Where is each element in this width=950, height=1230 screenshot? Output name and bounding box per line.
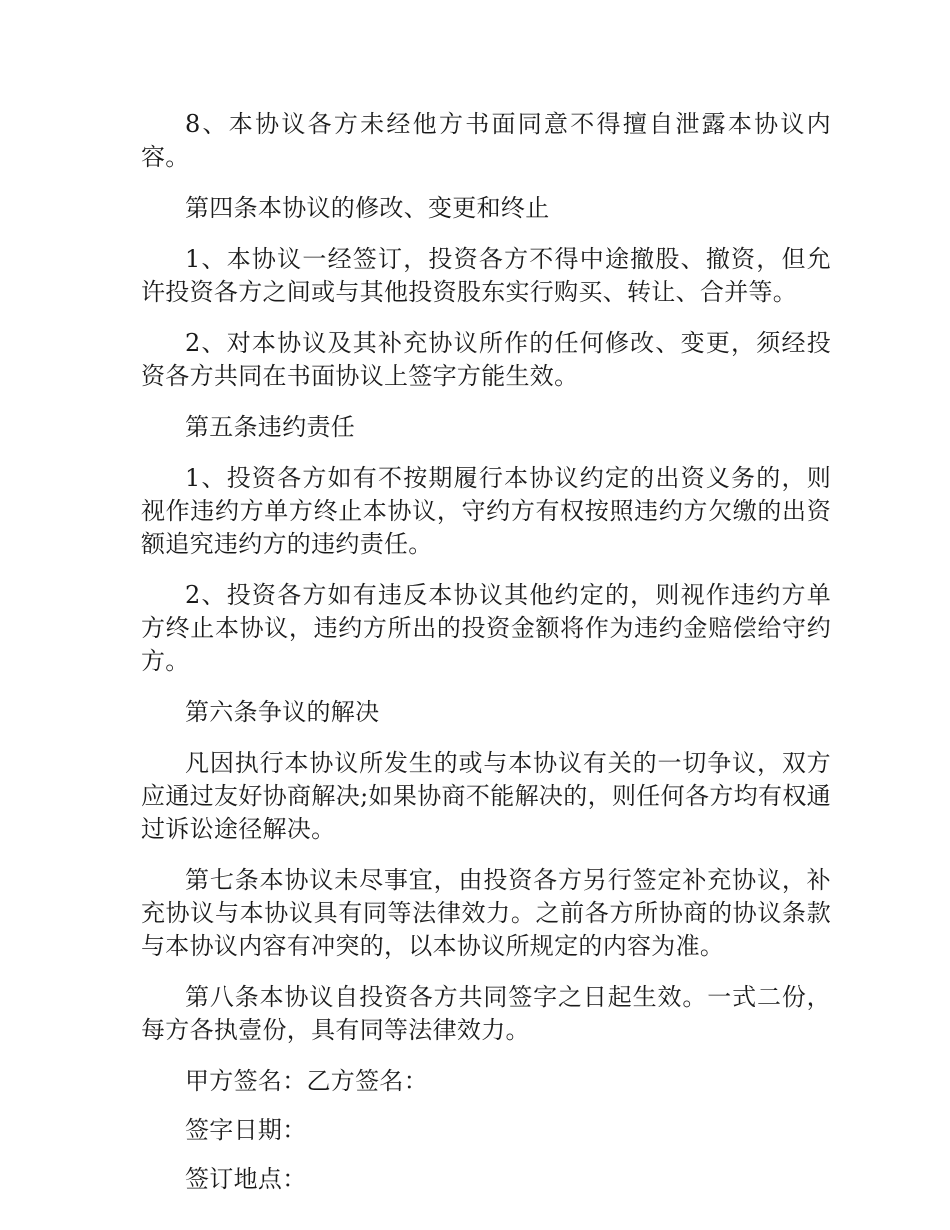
signing-place-line: 签订地点： [185, 1165, 307, 1193]
signature-line: 甲方签名：乙方签名： [185, 1067, 428, 1095]
article-6-body: 凡因执行本协议所发生的或与本协议有关的一切争议，双方应通过友好协商解决;如果协商不能解决的，则任何各方均有权通过诉讼途径解决。 [141, 749, 831, 843]
article-4-heading: 第四条本协议的修改、变更和终止 [185, 194, 550, 222]
article-5-item-1: 1、投资各方如有不按期履行本协议约定的出资义务的，则视作违约方单方终止本协议，守约方有权按照违约方欠缴的出资额追究违约方的违约责任。 [141, 464, 831, 558]
document-body [141, 108, 831, 1212]
article-7-body: 第七条本协议未尽事宜，由投资各方另行签定补充协议，补充协议与本协议具有同等法律效力。之前各方所协商的协议条款与本协议内容有冲突的，以本协议所规定的内容为准。 [141, 866, 831, 960]
article-5-item-2: 2、投资各方如有违反本协议其他约定的，则视作违约方单方终止本协议，违约方所出的投资金额将作为违约金赔偿给守约方。 [141, 581, 831, 675]
article-4-item-1: 1、本协议一经签订，投资各方不得中途撤股、撤资，但允许投资各方之间或与其他投资股东实行购买、转让、合并等。 [141, 245, 831, 306]
article-4-item-2: 2、对本协议及其补充协议所作的任何修改、变更，须经投资各方共同在书面协议上签字方能生效。 [141, 329, 831, 390]
article-8-body: 第八条本协议自投资各方共同签字之日起生效。一式二份，每方各执壹份，具有同等法律效力。 [141, 983, 831, 1044]
signing-date-line: 签字日期： [185, 1116, 307, 1144]
clause-3-item-8: 8、本协议各方未经他方书面同意不得擅自泄露本协议内容。 [141, 110, 831, 171]
article-5-heading: 第五条违约责任 [185, 413, 356, 441]
article-6-heading: 第六条争议的解决 [185, 698, 380, 726]
